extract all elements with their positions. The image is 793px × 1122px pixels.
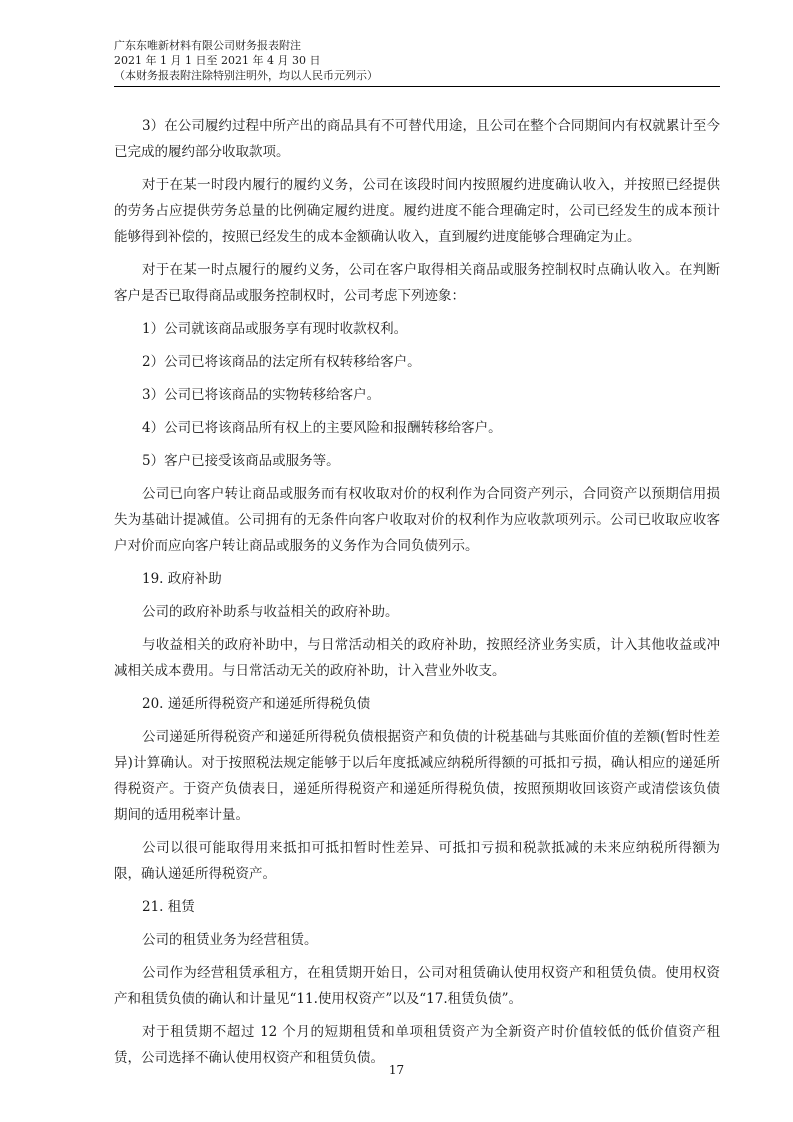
paragraph-deferred-tax-recognition: 公司递延所得税资产和递延所得税负债根据资产和负债的计税基础与其账面价值的差额(暂时性差异)计算确认。对于按照税法规定能够于以后年度抵减应纳税所得额的可抵扣亏损，确认相应的递延所得税资产。于资产负债表日，递延所得税资产和递延所得税负债，按照预期收回该资产或清偿该负债期间的适用税率计量。 xyxy=(114,729,720,823)
page-number: 17 xyxy=(388,1063,405,1077)
paragraph-leases-short-term: 对于租赁期不超过 12 个月的短期租赁和单项租赁资产为全新资产时价值较低的低价值资产租赁，公司选择不确认使用权资产和租赁负债。 xyxy=(114,1024,720,1066)
paragraph-deferred-tax-limit: 公司以很可能取得用来抵扣可抵扣暂时性差异、可抵扣亏损和税款抵减的未来应纳税所得额为限，确认递延所得税资产。 xyxy=(114,840,720,882)
paragraph-leases-lessee: 公司作为经营租赁承租方，在租赁期开始日，公司对租赁确认使用权资产和租赁负债。使用权资产和租赁负债的确认和计量见“11.使用权资产”以及“17.租赁负债”。 xyxy=(114,965,720,1007)
list-item-indicator-1: 1）公司就该商品或服务享有现时收款权利。 xyxy=(142,321,408,337)
list-item-indicator-5: 5）客户已接受该商品或服务等。 xyxy=(142,453,340,469)
list-item-indicator-4: 4）公司已将该商品所有权上的主要风险和报酬转移给客户。 xyxy=(142,420,502,436)
document-body xyxy=(114,113,720,1071)
paragraph-leases-intro: 公司的租赁业务为经营租赁。 xyxy=(142,932,318,948)
header-currency-note: （本财务报表附注除特别注明外，均以人民币元列示） xyxy=(114,69,378,82)
header-period: 2021 年 1 月 1 日至 2021 年 4 月 30 日 xyxy=(114,54,321,67)
paragraph-condition-3: 3）在公司履约过程中所产出的商品具有不可替代用途，且公司在整个合同期间内有权就累计至今已完成的履约部分收取款项。 xyxy=(114,118,720,160)
paragraph-contract-assets: 公司已向客户转让商品或服务而有权收取对价的权利作为合同资产列示，合同资产以预期信用损失为基础计提减值。公司拥有的无条件向客户收取对价的权利作为应收款项列示。公司已收取应收客户对价而应向客户转让商品或服务的义务作为合同负债列示。 xyxy=(114,486,720,554)
paragraph-period-obligation: 对于在某一时段内履行的履约义务，公司在该段时间内按照履约进度确认收入，并按照已经提供的劳务占应提供劳务总量的比例确定履约进度。履约进度不能合理确定时，公司已经发生的成本预计能够得到补偿的，按照已经发生的成本金额确认收入，直到履约进度能够合理确定为止。 xyxy=(114,177,720,245)
list-item-indicator-3: 3）公司已将该商品的实物转移给客户。 xyxy=(142,387,381,403)
list-item-indicator-2: 2）公司已将该商品的法定所有权转移给客户。 xyxy=(142,354,421,370)
paragraph-grants-intro: 公司的政府补助系与收益相关的政府补助。 xyxy=(142,604,399,620)
section-heading-leases: 21. 租赁 xyxy=(142,899,195,915)
paragraph-point-obligation: 对于在某一时点履行的履约义务，公司在客户取得相关商品或服务控制权时点确认收入。在判断客户是否已取得商品或服务控制权时，公司考虑下列迹象： xyxy=(114,262,720,304)
paragraph-grants-detail: 与收益相关的政府补助中，与日常活动相关的政府补助，按照经济业务实质，计入其他收益或冲减相关成本费用。与日常活动无关的政府补助，计入营业外收支。 xyxy=(114,637,720,679)
section-heading-deferred-tax: 20. 递延所得税资产和递延所得税负债 xyxy=(142,696,371,712)
header-divider xyxy=(114,86,720,87)
header-company-title: 广东东唯新材料有限公司财务报表附注 xyxy=(114,39,301,52)
page-header xyxy=(114,38,714,83)
section-heading-government-grants: 19. 政府补助 xyxy=(142,571,222,587)
